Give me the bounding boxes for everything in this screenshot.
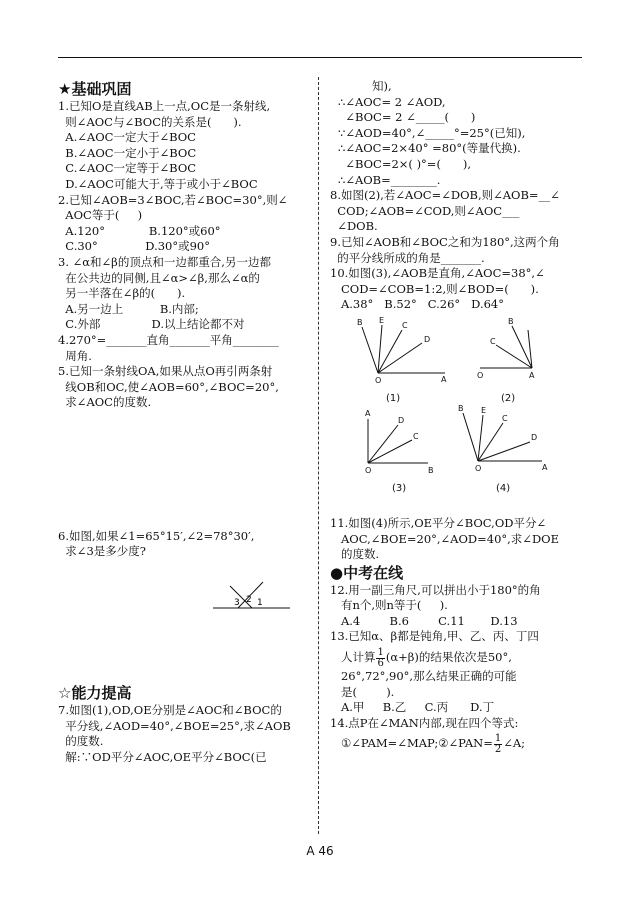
section-heading-exam: ●中考在线 (330, 563, 404, 582)
column-divider (318, 77, 319, 834)
fig3-label-C: C (413, 431, 419, 441)
q7-line: ∴∠AOB=________. (338, 172, 441, 187)
q7-solution: 解:∵OD平分∠AOC,OE平分∠BOC(已 (58, 749, 267, 764)
fig1-label-B: B (357, 317, 363, 327)
q4-line: 4.270°=_______直角_______平角________ (58, 332, 279, 347)
fig1-label-D: D (424, 334, 431, 344)
q12-line: 12.用一副三角尺,可以拼出小于180°的角 (330, 582, 541, 597)
q13-options: A.甲 B.乙 C.丙 D.丁 (330, 700, 495, 715)
q9-line: 9.已知∠AOB和∠BOC之和为180°,这两个角 (330, 234, 560, 249)
q5-line: 求∠AOC的度数. (58, 395, 152, 410)
q7-line: ∴∠AOC=2×40° =80°(等量代换). (338, 141, 521, 156)
q7-line: ∠BOC=2×( )°=( ), (338, 156, 472, 171)
q6-line: 6.如图,如果∠1=65°15′,∠2=78°30′, (58, 528, 255, 543)
q7-line: ∴∠AOC= 2 ∠AOD, (338, 94, 446, 109)
fig2-label-A: A (529, 370, 535, 380)
angle-label-3: 3 (234, 598, 240, 609)
q13-line: 是( ). (330, 684, 395, 699)
question-7-continued (330, 79, 582, 188)
answer-space (58, 623, 310, 683)
q1-option-c: C.∠AOC一定等于∠BOC (58, 161, 197, 176)
figure-q6 (58, 560, 310, 620)
fig2-label-O: O (477, 370, 484, 380)
q8-line: 8.如图(2),若∠AOC=∠DOB,则∠AOB=__∠ (330, 188, 560, 203)
q2-options: A.120° B.120°或60° (58, 223, 221, 238)
page-number: A 46 (306, 844, 334, 858)
q7-line: ∵∠AOD=40°,∠_____°=25°(已知), (338, 125, 526, 140)
q12-line: 有n个,则n等于( ). (330, 598, 448, 613)
q1-option-a: A.∠AOC一定大于∠BOC (58, 130, 196, 145)
q13-line: 13.已知α、β都是钝角,甲、乙、丙、丁四 (330, 629, 539, 644)
fraction-one-sixth: $\frac{1}{6}$ (377, 646, 384, 669)
caption-fig4: (4) (496, 482, 511, 494)
q5-line: 5.已知一条射线OA,如果从点O再引两条射 (58, 364, 273, 379)
fig4-label-A: A (542, 462, 548, 472)
fig1-label-A: A (441, 374, 447, 384)
q8-line: COD;∠AOB=∠COD,则∠AOC___ (330, 203, 520, 218)
q10-line: COD=∠COB=1:2,则∠BOD=( ). (330, 281, 539, 296)
fig4-label-O: O (475, 463, 482, 473)
fig4-label-B: B (458, 403, 464, 413)
question-9 (330, 235, 582, 266)
section-heading-advanced: ☆能力提高 (58, 684, 132, 703)
fig3-label-A: A (365, 408, 371, 418)
fig4-label-E: E (481, 405, 487, 415)
q1-option-d: D.∠AOC可能大于,等于或小于∠BOC (58, 176, 258, 191)
q8-line: ∠DOB. (330, 219, 378, 234)
fig1-label-C: C (402, 320, 408, 330)
question-13 (330, 629, 582, 715)
q7-line: ∠BOC= 2 ∠_____( ) (338, 110, 476, 125)
question-1 (58, 99, 310, 193)
q9-line: 的平分线所成的角是_______. (330, 250, 485, 265)
q13-line: 26°,72°,90°,那么结果正确的可能 (330, 669, 517, 684)
caption-fig2: (2) (501, 392, 516, 404)
caption-fig3: (3) (392, 482, 407, 494)
q3-line: 另一半落在∠β的( ). (58, 286, 186, 301)
question-3 (58, 255, 310, 333)
q12-options: A.4 B.6 C.11 D.13 (330, 613, 518, 628)
q11-line: 的度数. (330, 547, 380, 562)
figures-1-to-4 (330, 313, 582, 503)
fig1-label-E: E (379, 315, 385, 325)
q10-options: A.38° B.52° C.26° D.64° (330, 297, 504, 312)
q11-line: 11.如图(4)所示,OE平分∠BOC,OD平分∠ (330, 515, 547, 530)
question-8 (330, 188, 582, 235)
left-column (58, 79, 310, 765)
q7-line: 的度数. (58, 734, 104, 749)
q5-line: 线OB和OC,使∠AOB=60°,∠BOC=20°, (58, 379, 279, 394)
q3-line: 在公共边的同侧,且∠α>∠β,那么∠α的 (58, 270, 260, 285)
fig3-label-O: O (365, 465, 372, 475)
q3-options: A.另一边上 B.内部; (58, 301, 199, 316)
fig2-label-C: C (490, 336, 496, 346)
q7-line: 平分线,∠AOD=40°,∠BOE=25°,求∠AOB (58, 718, 291, 733)
q3-options: C.外部 D.以上结论都不对 (58, 317, 245, 332)
angle-label-2: 2 (246, 595, 252, 606)
section-heading-basics: ★基础巩固 (58, 80, 132, 98)
q14-line: 14.点P在∠MAN内部,现在四个等式: (330, 715, 519, 730)
fraction-one-half: $\frac{1}{2}$ (494, 732, 502, 755)
q7-line: 知), (372, 79, 392, 93)
angle-label-1: 1 (257, 598, 263, 609)
top-rule (58, 57, 582, 58)
answer-space (58, 411, 310, 529)
q14-formula-line: ①∠PAM=∠MAP;②∠PAN= $\frac{1}{2}$ ∠A; (330, 732, 526, 755)
fig1-label-O: O (375, 375, 382, 385)
question-10 (330, 266, 582, 313)
q11-line: AOC,∠BOE=20°,∠AOD=40°,求∠DOE (330, 531, 559, 546)
question-7 (58, 703, 310, 765)
q2-line: 2.已知∠AOB=3∠BOC,若∠BOC=30°,则∠ (58, 192, 288, 207)
question-5 (58, 364, 310, 411)
caption-fig1: (1) (386, 392, 401, 404)
question-2 (58, 193, 310, 255)
question-6 (58, 529, 310, 560)
q6-line: 求∠3是多少度? (58, 544, 146, 559)
fig2-label-B: B (508, 316, 514, 326)
right-column (330, 79, 582, 755)
q1-line: 1.已知O是直线AB上一点,OC是一条射线, (58, 99, 271, 113)
q7-line: 7.如图(1),OD,OE分别是∠AOC和∠BOC的 (58, 703, 282, 718)
q2-line: AOC等于( ) (58, 208, 143, 223)
q13-formula-line: 人计算 $\frac{1}{6}$ (α+β)的结果依次是50°, (330, 646, 512, 669)
q4-line: 周角. (58, 348, 92, 363)
fig3-label-D: D (398, 415, 405, 425)
fig4-label-C: C (502, 413, 508, 423)
q1-line: 则∠AOC与∠BOC的关系是( ). (58, 114, 242, 129)
q10-line: 10.如图(3),∠AOB是直角,∠AOC=38°,∠ (330, 266, 545, 281)
q2-options: C.30° D.30°或90° (58, 239, 210, 254)
fig3-label-B: B (428, 465, 434, 475)
question-11 (330, 516, 582, 563)
q3-line: 3. ∠α和∠β的顶点和一边都重合,另一边都 (58, 254, 271, 269)
q1-option-b: B.∠AOC一定小于∠BOC (58, 145, 197, 160)
fig4-label-D: D (531, 432, 538, 442)
question-12 (330, 583, 582, 630)
question-4 (58, 333, 310, 364)
question-14 (330, 716, 582, 756)
